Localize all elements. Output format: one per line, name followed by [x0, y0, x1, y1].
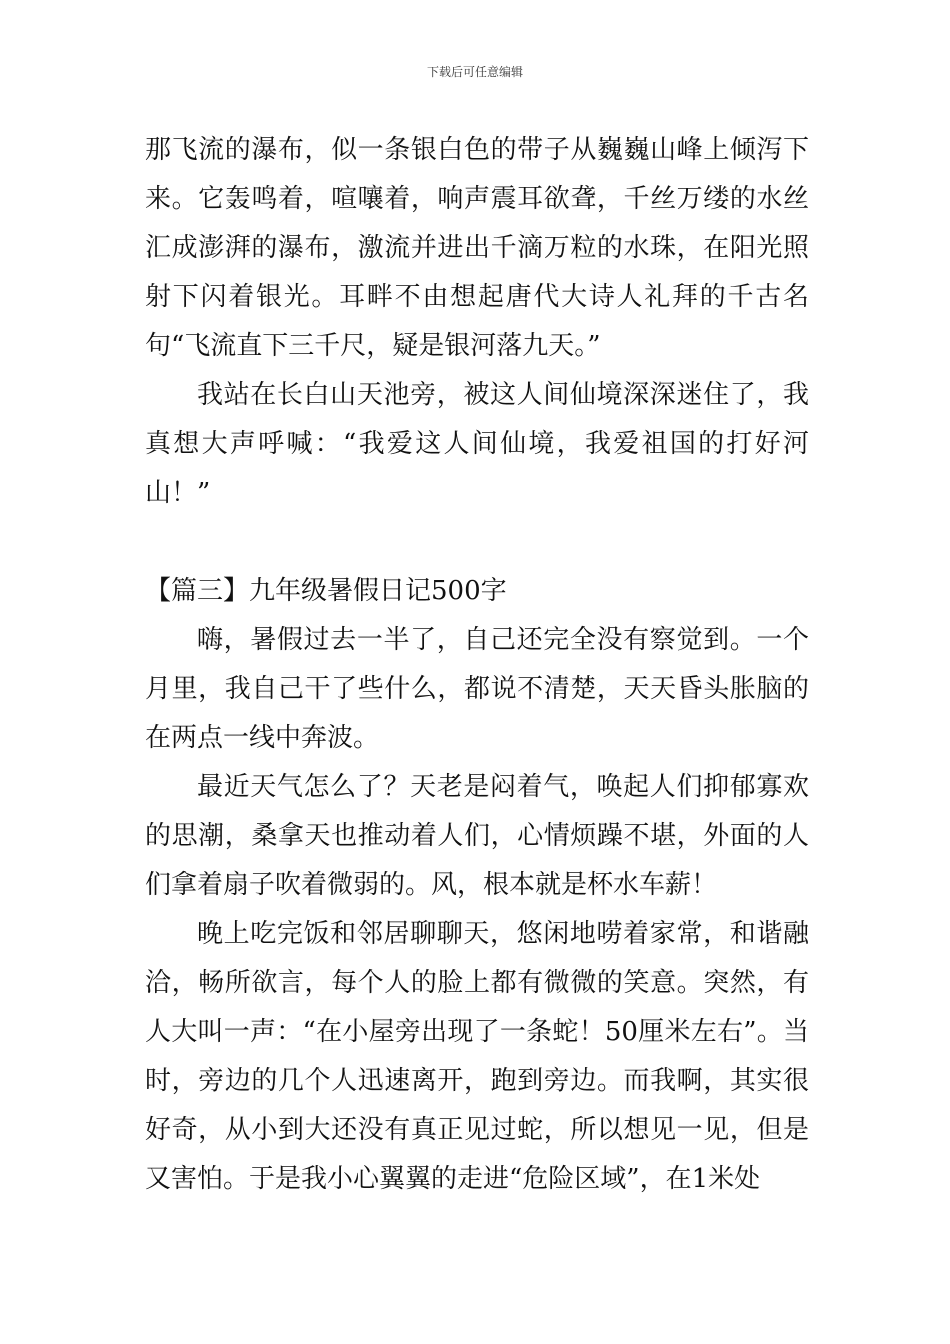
blank-line — [145, 518, 809, 567]
page-header: 下载后可任意编辑 — [426, 65, 523, 79]
section-title: 【篇三】九年级暑假日记500字 — [145, 576, 507, 606]
paragraph-tianchi: 我站在长白山天池旁，被这人间仙境深深迷住了，我真想大声呼喊：“我爱这人间仙境，我爱祖国的打好河山！” — [145, 380, 809, 508]
paragraph-snake: 晚上吃完饭和邻居聊聊天，悠闲地唠着家常，和谐融洽，畅所欲言，每个人的脸上都有微微的笑意。突然，有人大叫一声：“在小屋旁出现了一条蛇！50厘米左右”。当时，旁边的几个人迅速离开，跑到旁边。而我啊，其实很好奇，从小到大还没有真正见过蛇，所以想见一见，但是又害怕。于是我小心翼翼的走进“危险区域”，在1米处 — [145, 919, 809, 1194]
paragraph-weather: 最近天气怎么了？天老是闷着气，唤起人们抑郁寡欢的思潮，桑拿天也推动着人们，心情烦躁不堪，外面的人们拿着扇子吹着微弱的。风，根本就是杯水车薪！ — [145, 772, 809, 900]
paragraph-summer-half: 嗨，暑假过去一半了，自己还完全没有察觉到。一个月里，我自己干了些什么，都说不清楚，天天昏头胀脑的在两点一线中奔波。 — [145, 625, 809, 753]
paragraph-waterfall: 那飞流的瀑布，似一条银白色的带子从巍巍山峰上倾泻下来。它轰鸣着，喧嚷着，响声震耳欲聋，千丝万缕的水丝汇成澎湃的瀑布，激流并进出千滴万粒的水珠，在阳光照射下闪着银光。耳畔不由想起唐代大诗人礼拜的千古名句“飞流直下三千尺，疑是银河落九天。” — [145, 135, 809, 361]
document-body — [145, 126, 809, 1204]
